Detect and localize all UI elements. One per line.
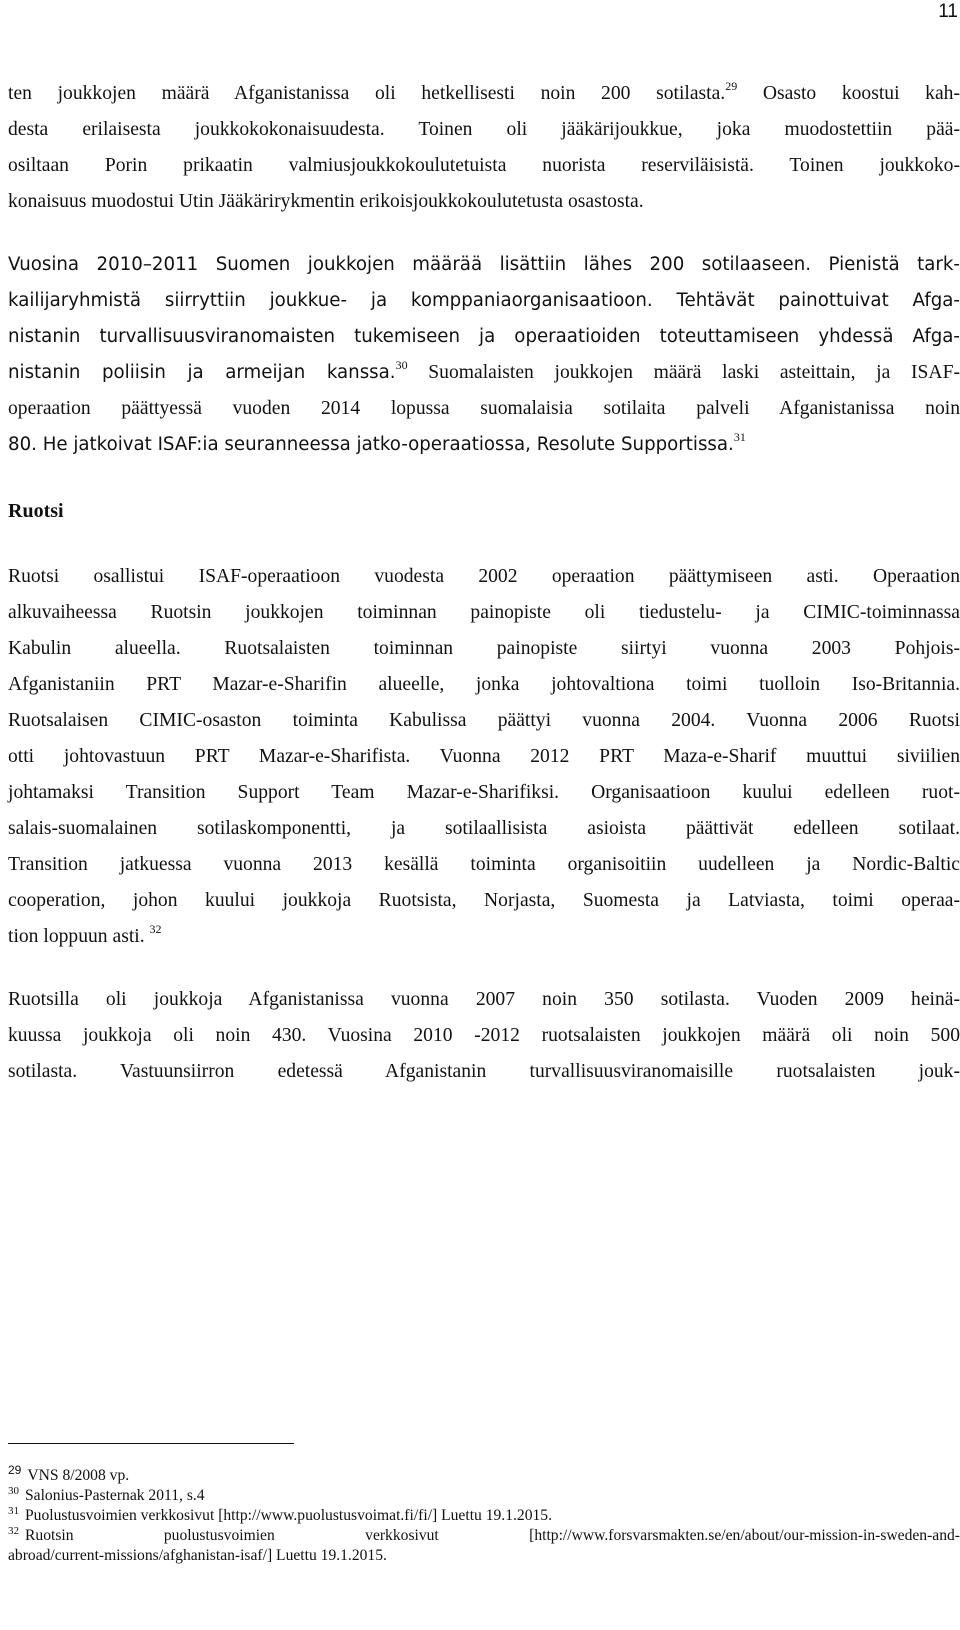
footnote-number: 29 (8, 1463, 22, 1477)
paragraph-1 (8, 76, 960, 220)
footnote-31 (8, 1506, 960, 1526)
text-line: desta erilaisesta joukkokokonaisuudesta. Toinen oli jääkärijoukkue, joka muodostettiin pää- (8, 119, 960, 140)
footnote-separator (8, 1443, 294, 1444)
text-line: sotilasta. Vastuunsiirron edetessä Afganistanin turvallisuusviranomaisille ruotsalaisten jouk- (8, 1061, 960, 1082)
text-line: operaation päättyessä vuoden 2014 lopussa suomalaisia sotilaita palveli Afganistanissa noin (8, 398, 960, 419)
footnote-30 (8, 1486, 960, 1506)
footnote-ref-29[interactable]: 29 (725, 79, 738, 93)
footnotes (8, 1463, 960, 1566)
paragraph-3 (8, 559, 960, 955)
footnote-text: Ruotsin puolustusvoimien verkkosivut [http://www.forsvarsmakten.se/en/about/our-mission-in-sweden-and- (25, 1527, 960, 1544)
text-span: nistanin poliisin ja armeijan kanssa. (8, 362, 396, 383)
footnote-number: 31 (8, 1505, 19, 1517)
text-line: alkuvaiheessa Ruotsin joukkojen toiminnan painopiste oli tiedustelu- ja CIMIC-toiminnassa (8, 602, 960, 623)
text-line: cooperation, johon kuului joukkoja Ruotsista, Norjasta, Suomesta ja Latviasta, toimi operaa- (8, 890, 960, 911)
footnote-ref-32[interactable]: 32 (149, 922, 162, 936)
text-line: salais-suomalainen sotilaskomponentti, ja sotilaallisista asioista päättivät edelleen sotilaat. (8, 818, 960, 839)
paragraph-4 (8, 982, 960, 1090)
footnote-text: Puolustusvoimien verkkosivut [http://www.puolustusvoimat.fi/fi/] Luettu 19.1.2015. (25, 1507, 552, 1524)
footnote-number: 32 (8, 1525, 19, 1537)
text-span: ten joukkojen määrä Afganistanissa oli hetkellisesti noin 200 sotilasta. (8, 83, 726, 104)
footnote-text: VNS 8/2008 vp. (27, 1467, 130, 1484)
text-line: johtamaksi Transition Support Team Mazar-e-Sharifiksi. Organisaatioon kuului edelleen ruot- (8, 782, 960, 803)
text-line: Kabulin alueella. Ruotsalaisten toiminnan painopiste siirtyi vuonna 2003 Pohjois- (8, 638, 960, 659)
text-line: Ruotsalaisen CIMIC-osaston toiminta Kabulissa päättyi vuonna 2004. Vuonna 2006 Ruotsi (8, 710, 960, 731)
text-span: Suomalaisten joukkojen määrä laski asteittain, ja ISAF- (407, 362, 960, 383)
section-gap (8, 529, 960, 559)
footnote-32 (8, 1526, 960, 1546)
footnote-ref-31[interactable]: 31 (733, 430, 746, 444)
footnote-32-continued: abroad/current-missions/afghanistan-isaf/] Luettu 19.1.2015. (8, 1547, 387, 1564)
text-line: Afganistaniin PRT Mazar-e-Sharifin alueelle, jonka johtovaltiona toimi tuolloin Iso-Britannia. (8, 674, 960, 695)
text-line: nistanin turvallisuusviranomaisten tukemiseen ja operaatioiden toteuttamiseen yhdessä Afga- (8, 326, 960, 347)
section-heading: Ruotsi (8, 500, 64, 522)
text-line: kuussa joukkoja oli noin 430. Vuosina 2010 -2012 ruotsalaisten joukkojen määrä oli noin 500 (8, 1025, 960, 1046)
text-line (8, 76, 960, 112)
footnote-29 (8, 1463, 960, 1486)
text-line: Transition jatkuessa vuonna 2013 kesällä toiminta organisoitiin uudelleen ja Nordic-Baltic (8, 854, 960, 875)
text-line: kailijaryhmistä siirryttiin joukkue- ja komppaniaorganisaatioon. Tehtävät painottuivat Afga- (8, 290, 960, 311)
paragraph-gap (8, 955, 960, 982)
footnote-ref-30[interactable]: 30 (395, 358, 408, 372)
text-span: 80. He jatkoivat ISAF:ia seuranneessa jatko-operaatiossa, Resolute Supportissa. (8, 434, 734, 455)
text-span: tion loppuun asti. (8, 926, 145, 947)
text-line: Vuosina 2010–2011 Suomen joukkojen määrää lisättiin lähes 200 sotilaaseen. Pienistä tark- (8, 254, 960, 275)
page-number: 11 (938, 1, 958, 22)
footnote-text: Salonius-Pasternak 2011, s.4 (25, 1487, 205, 1504)
text-line: osiltaan Porin prikaatin valmiusjoukkokoulutetuista nuorista reserviläisistä. Toinen joukkoko- (8, 155, 960, 176)
text-line (8, 355, 960, 391)
section-gap (8, 463, 960, 493)
text-span: Osasto koostui kah- (737, 83, 960, 104)
paragraph-2 (8, 247, 960, 463)
text-line: otti johtovastuun PRT Mazar-e-Sharifista. Vuonna 2012 PRT Maza-e-Sharif muuttui siviilien (8, 746, 960, 767)
text-line: konaisuus muodostui Utin Jääkärirykmentin erikoisjoukkokoulutetusta osastosta. (8, 191, 644, 212)
text-line (8, 427, 960, 463)
footnote-number: 30 (8, 1485, 19, 1497)
text-line: Ruotsi osallistui ISAF-operaatioon vuodesta 2002 operaation päättymiseen asti. Operaation (8, 566, 960, 587)
text-line: Ruotsilla oli joukkoja Afganistanissa vuonna 2007 noin 350 sotilasta. Vuoden 2009 heinä- (8, 989, 960, 1010)
paragraph-gap (8, 220, 960, 247)
text-line (8, 919, 960, 955)
body-text (8, 76, 960, 1090)
